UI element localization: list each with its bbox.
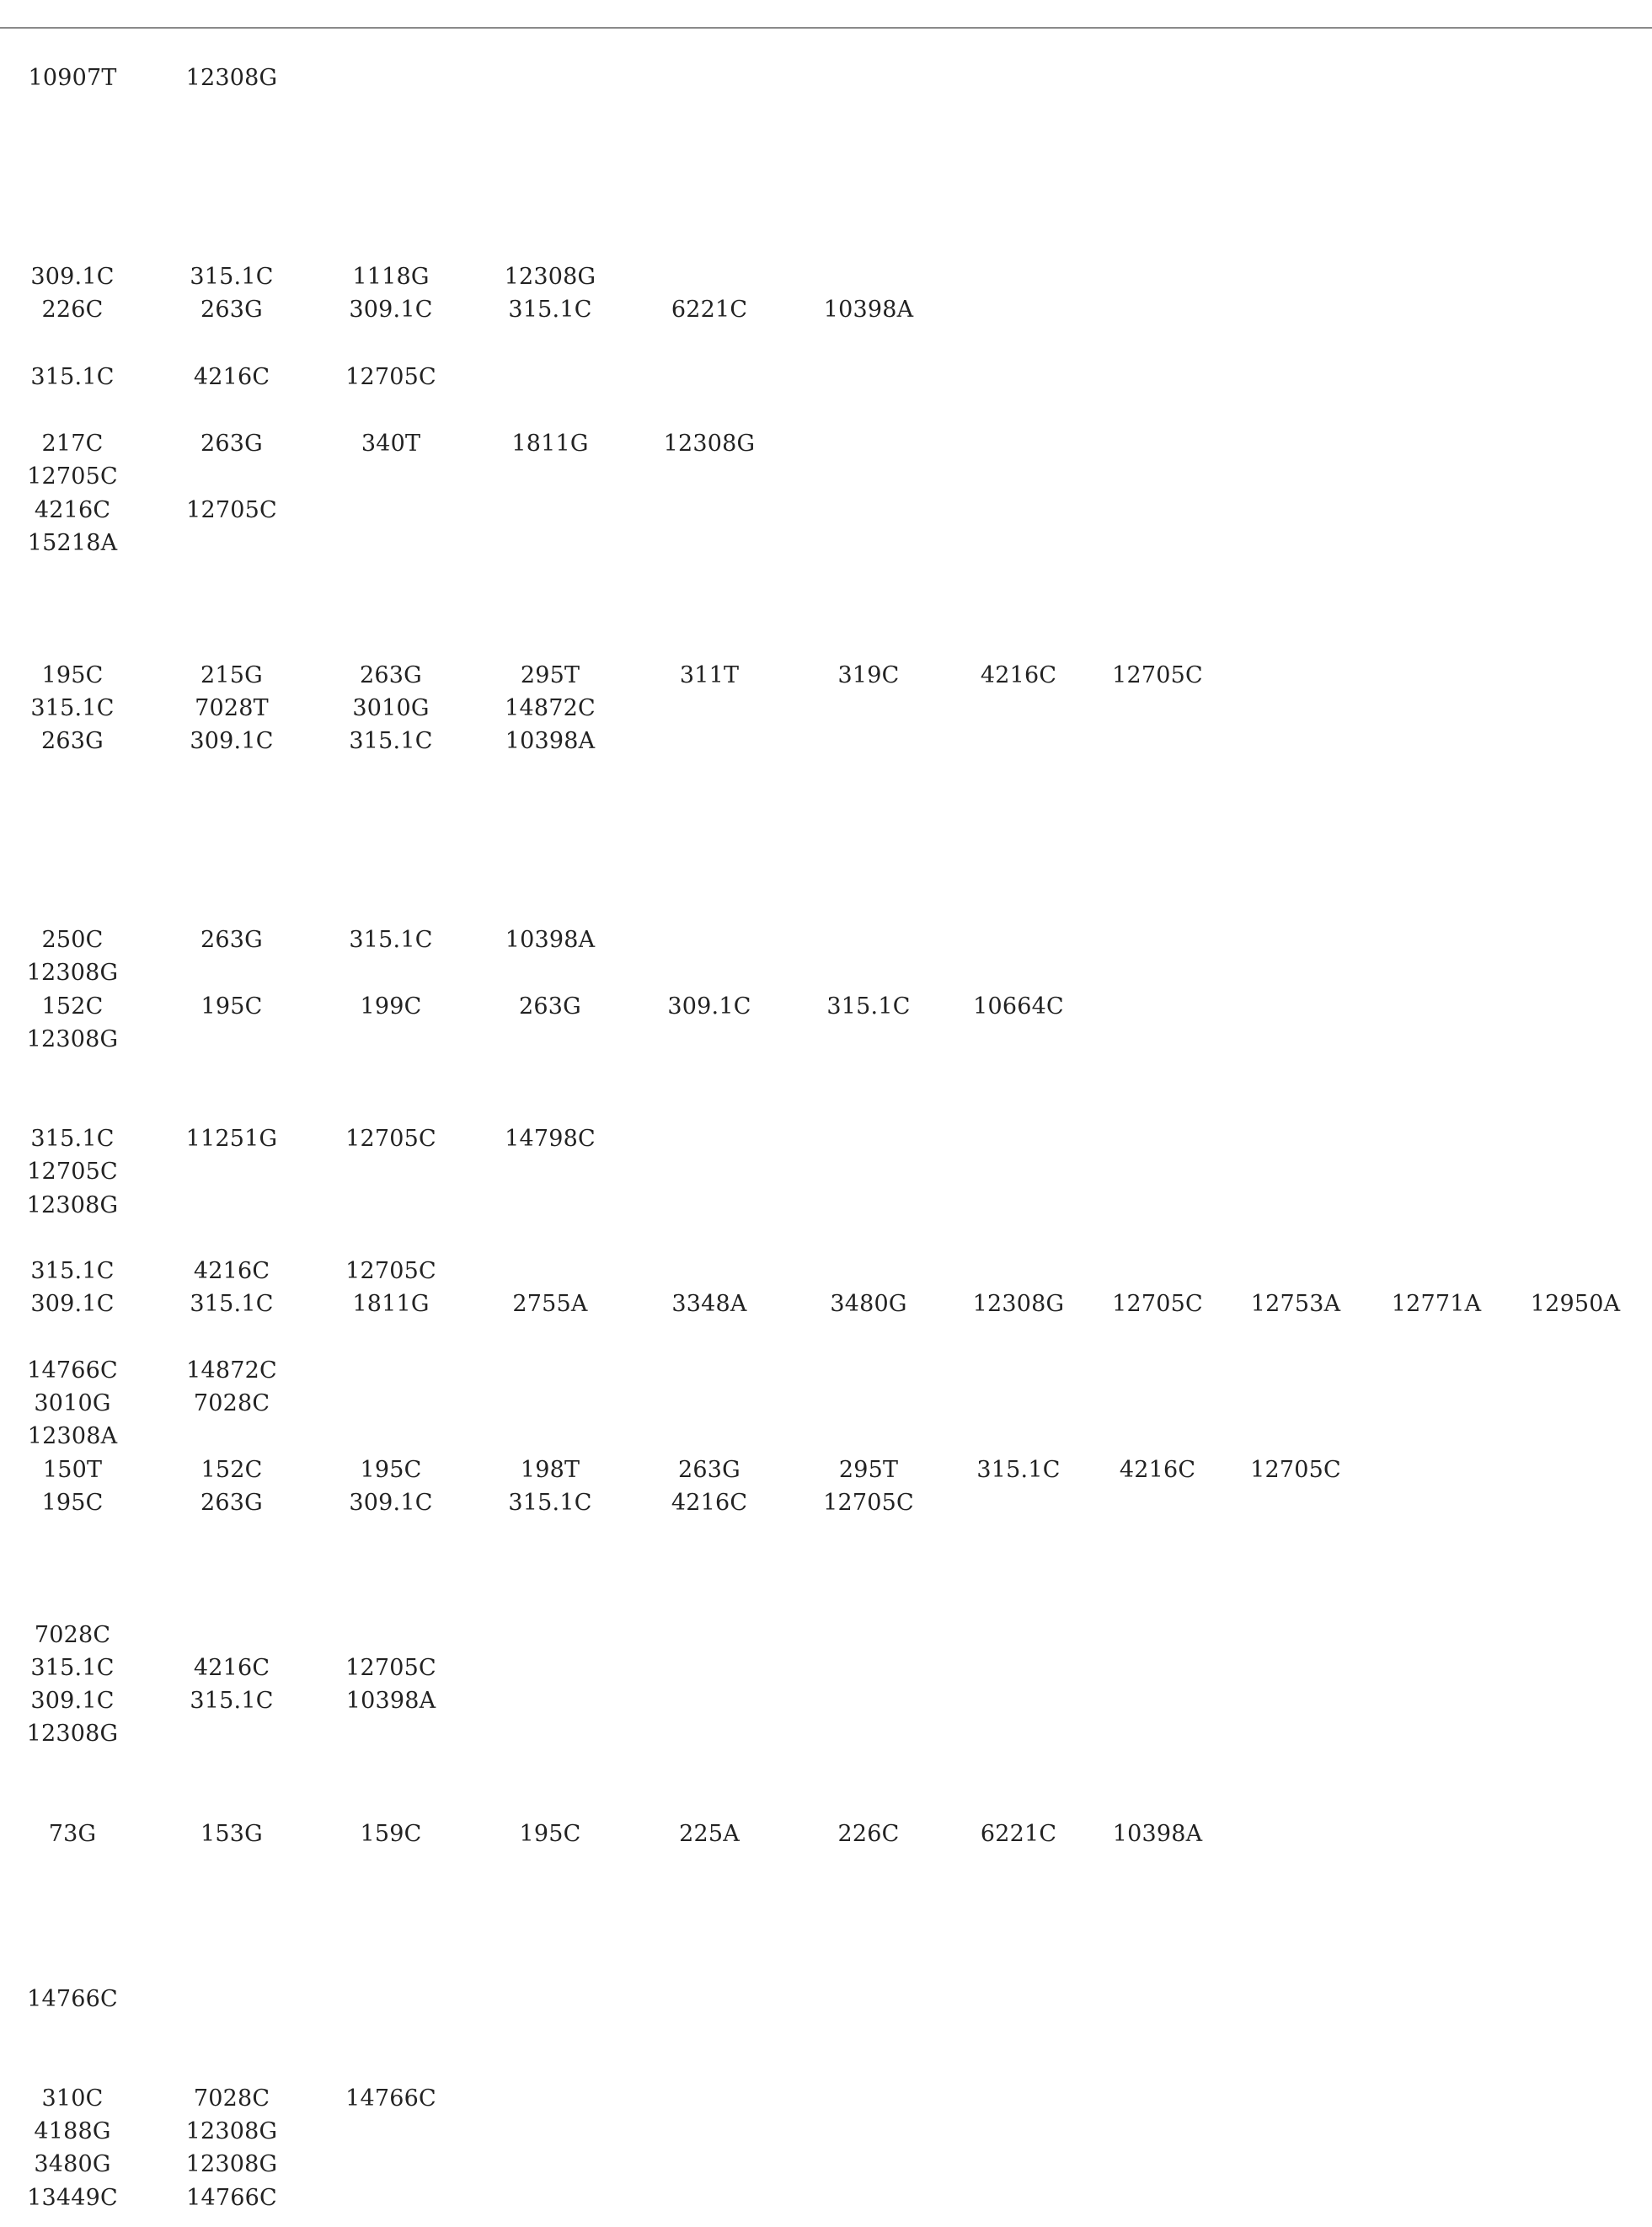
mutation-cell: 12705C bbox=[1250, 1457, 1341, 1483]
mutation-cell: 6221C bbox=[671, 297, 748, 323]
mutation-cell: 263G bbox=[678, 1457, 740, 1483]
mutation-cell: 12705C bbox=[186, 497, 277, 523]
mutation-cell: 12308A bbox=[27, 1423, 118, 1449]
mutation-cell: 6221C bbox=[980, 1821, 1057, 1847]
mutation-cell: 12771A bbox=[1391, 1291, 1482, 1317]
table-row bbox=[0, 462, 1652, 492]
mutation-cell: 15218A bbox=[27, 530, 118, 556]
mutation-cell: 12308G bbox=[972, 1291, 1065, 1317]
mutation-cell: 225A bbox=[679, 1821, 740, 1847]
mutation-cell: 195C bbox=[519, 1821, 581, 1847]
mutation-cell: 3010G bbox=[34, 1390, 111, 1416]
table-row bbox=[0, 726, 1652, 757]
table-row bbox=[0, 1488, 1652, 1518]
mutation-cell: 12705C bbox=[823, 1490, 914, 1516]
mutation-cell: 14872C bbox=[186, 1357, 277, 1384]
mutation-cell: 195C bbox=[41, 662, 104, 688]
mutation-cell: 1118G bbox=[352, 264, 430, 290]
mutation-cell: 263G bbox=[200, 927, 263, 953]
mutation-cell: 195C bbox=[41, 1490, 104, 1516]
mutation-cell: 14798C bbox=[505, 1126, 596, 1152]
mutation-cell: 4216C bbox=[193, 1258, 270, 1284]
mutation-cell: 3348A bbox=[671, 1291, 747, 1317]
mutation-cell: 3010G bbox=[352, 695, 430, 721]
table-row bbox=[0, 661, 1652, 691]
mutation-cell: 309.1C bbox=[30, 1688, 115, 1714]
mutation-cell: 4216C bbox=[980, 662, 1057, 688]
mutation-cell: 295T bbox=[838, 1457, 899, 1483]
mutation-cell: 159C bbox=[360, 1821, 422, 1847]
table-row bbox=[0, 1421, 1652, 1452]
mutation-cell: 4188G bbox=[34, 2118, 111, 2144]
mutation-cell: 7028C bbox=[193, 1390, 270, 1416]
table-row bbox=[0, 1256, 1652, 1287]
mutation-cell: 2755A bbox=[512, 1291, 588, 1317]
mutation-cell: 226C bbox=[837, 1821, 900, 1847]
mutation-cell: 73G bbox=[48, 1821, 97, 1847]
table-row bbox=[0, 992, 1652, 1022]
mutation-cell: 315.1C bbox=[349, 728, 433, 754]
mutation-cell: 12308G bbox=[26, 1192, 119, 1218]
mutation-cell: 12705C bbox=[345, 364, 436, 390]
mutation-cell: 315.1C bbox=[508, 297, 592, 323]
mutation-cell: 11251G bbox=[185, 1126, 278, 1152]
mutation-cell: 7028T bbox=[195, 695, 269, 721]
mutation-cell: 195C bbox=[360, 1457, 422, 1483]
mutation-cell: 12705C bbox=[345, 1258, 436, 1284]
table-row bbox=[0, 925, 1652, 956]
mutation-cell: 10664C bbox=[973, 993, 1064, 1020]
table-row bbox=[0, 1686, 1652, 1716]
mutation-cell: 315.1C bbox=[30, 1258, 115, 1284]
table-row bbox=[0, 362, 1652, 393]
mutation-cell: 295T bbox=[520, 662, 580, 688]
mutation-cell: 309.1C bbox=[190, 728, 274, 754]
table-row bbox=[0, 1389, 1652, 1419]
mutation-cell: 315.1C bbox=[508, 1490, 592, 1516]
mutation-cell: 14766C bbox=[186, 2185, 277, 2211]
table-row bbox=[0, 1620, 1652, 1651]
mutation-cell: 215G bbox=[200, 662, 263, 688]
mutation-cell: 4216C bbox=[193, 364, 270, 390]
mutation-cell: 152C bbox=[200, 1457, 263, 1483]
mutation-cell: 12308G bbox=[663, 431, 756, 457]
mutation-cell: 315.1C bbox=[30, 1655, 115, 1681]
mutation-cell: 195C bbox=[200, 993, 263, 1020]
mutation-cell: 12308G bbox=[185, 65, 278, 91]
table-row bbox=[0, 1025, 1652, 1055]
table-row bbox=[0, 1984, 1652, 2015]
table-row bbox=[0, 528, 1652, 559]
mutation-cell: 309.1C bbox=[667, 993, 751, 1020]
mutation-cell: 315.1C bbox=[826, 993, 911, 1020]
mutation-cell: 12705C bbox=[27, 1159, 118, 1185]
mutation-cell: 14766C bbox=[27, 1986, 118, 2012]
mutation-cell: 153G bbox=[200, 1821, 263, 1847]
mutation-cell: 150T bbox=[42, 1457, 103, 1483]
table-row bbox=[0, 1289, 1652, 1320]
mutation-cell: 12705C bbox=[1112, 1291, 1203, 1317]
mutation-cell: 263G bbox=[360, 662, 422, 688]
mutation-cell: 14872C bbox=[505, 695, 596, 721]
mutation-cell: 310C bbox=[41, 2085, 104, 2112]
table-row bbox=[0, 262, 1652, 292]
mutation-cell: 309.1C bbox=[349, 1490, 433, 1516]
mutation-cell: 14766C bbox=[345, 2085, 436, 2112]
mutation-cell: 7028C bbox=[34, 1622, 111, 1648]
mutation-cell: 10907T bbox=[28, 65, 117, 91]
mutation-cell: 12753A bbox=[1250, 1291, 1341, 1317]
mutation-cell: 1811G bbox=[511, 431, 589, 457]
table-row bbox=[0, 1356, 1652, 1386]
table-row bbox=[0, 63, 1652, 94]
mutation-cell: 4216C bbox=[671, 1490, 748, 1516]
mutation-cell: 263G bbox=[200, 297, 263, 323]
table-row bbox=[0, 1191, 1652, 1221]
table-row bbox=[0, 1653, 1652, 1684]
mutation-cell: 10398A bbox=[823, 297, 914, 323]
table-row bbox=[0, 2084, 1652, 2114]
mutation-cell: 309.1C bbox=[30, 1291, 115, 1317]
table-row bbox=[0, 1819, 1652, 1850]
mutation-cell: 250C bbox=[41, 927, 104, 953]
mutation-cell: 315.1C bbox=[30, 364, 115, 390]
mutation-cell: 263G bbox=[200, 431, 263, 457]
mutation-cell: 217C bbox=[41, 431, 104, 457]
mutation-cell: 263G bbox=[200, 1490, 263, 1516]
mutation-cell: 4216C bbox=[193, 1655, 270, 1681]
mutation-cell: 10398A bbox=[505, 927, 596, 953]
mutation-cell: 340T bbox=[361, 431, 421, 457]
mutation-cell: 309.1C bbox=[30, 264, 115, 290]
mutation-cell: 4216C bbox=[1119, 1457, 1196, 1483]
mutation-cell: 4216C bbox=[34, 497, 111, 523]
table-row bbox=[0, 429, 1652, 459]
table-row bbox=[0, 2117, 1652, 2147]
mutation-cell: 12308G bbox=[504, 264, 596, 290]
mutation-cell: 14766C bbox=[27, 1357, 118, 1384]
mutation-cell: 311T bbox=[679, 662, 740, 688]
mutation-cell: 3480G bbox=[830, 1291, 907, 1317]
mutation-cell: 315.1C bbox=[190, 1291, 274, 1317]
mutation-cell: 315.1C bbox=[976, 1457, 1061, 1483]
table-row bbox=[0, 1157, 1652, 1187]
table-row bbox=[0, 2149, 1652, 2180]
mutation-cell: 13449C bbox=[27, 2185, 118, 2211]
mutation-cell: 309.1C bbox=[349, 297, 433, 323]
mutation-cell: 315.1C bbox=[190, 264, 274, 290]
mutation-cell: 10398A bbox=[505, 728, 596, 754]
mutation-cell: 263G bbox=[519, 993, 581, 1020]
table-row bbox=[0, 2183, 1652, 2214]
mutation-cell: 10398A bbox=[1112, 1821, 1203, 1847]
mutation-cell: 12308G bbox=[26, 1721, 119, 1747]
table-row bbox=[0, 958, 1652, 988]
mutation-cell: 12308G bbox=[185, 2118, 278, 2144]
table-row bbox=[0, 295, 1652, 325]
mutation-cell: 315.1C bbox=[30, 1126, 115, 1152]
mutation-cell: 10398A bbox=[345, 1688, 436, 1714]
table-row bbox=[0, 1124, 1652, 1154]
mutation-cell: 12308G bbox=[26, 1026, 119, 1052]
mutation-cell: 12308G bbox=[185, 2151, 278, 2177]
table-row bbox=[0, 1719, 1652, 1749]
table-row bbox=[0, 693, 1652, 724]
mutation-cell: 319C bbox=[837, 662, 900, 688]
mutation-cell: 315.1C bbox=[30, 695, 115, 721]
mutation-cell: 315.1C bbox=[349, 927, 433, 953]
mutation-cell: 7028C bbox=[193, 2085, 270, 2112]
mutation-cell: 12705C bbox=[27, 463, 118, 490]
mutation-cell: 198T bbox=[520, 1457, 580, 1483]
mutation-cell: 12705C bbox=[345, 1655, 436, 1681]
mutation-cell: 12705C bbox=[345, 1126, 436, 1152]
mutation-cell: 315.1C bbox=[190, 1688, 274, 1714]
mutation-cell: 199C bbox=[360, 993, 422, 1020]
mutation-cell: 226C bbox=[41, 297, 104, 323]
mutation-cell: 12950A bbox=[1530, 1291, 1621, 1317]
mutation-cell: 12705C bbox=[1112, 662, 1203, 688]
mutation-cell: 152C bbox=[41, 993, 104, 1020]
mutation-cell: 12308G bbox=[26, 960, 119, 986]
mutation-cell: 263G bbox=[41, 728, 104, 754]
mutation-cell: 1811G bbox=[352, 1291, 430, 1317]
table-row bbox=[0, 495, 1652, 526]
table-row bbox=[0, 1455, 1652, 1486]
mutation-cell: 3480G bbox=[34, 2151, 111, 2177]
